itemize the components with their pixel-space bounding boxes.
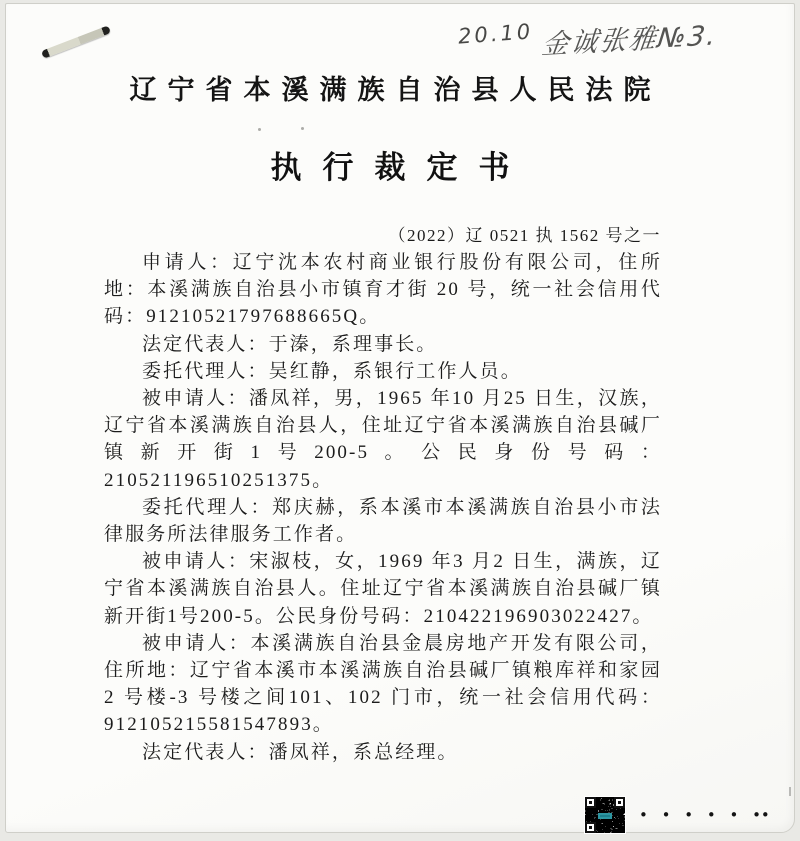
paragraph-agent-1: 委托代理人：吴红静，系银行工作人员。	[142, 360, 522, 382]
paragraph-respondent-3: 被申请人：本溪满族自治县金晨房地产开发有限公司，住所地：辽宁省本溪市本溪满族自治县碱厂镇粮库祥和家园2 号楼-3 号楼之间101、102 门市，统一社会信用代码：912105215581547893。	[104, 632, 662, 736]
document-body	[104, 249, 662, 766]
handwritten-date: 20.10	[457, 19, 534, 49]
scan-speck	[789, 787, 791, 796]
paragraph-agent-2: 委托代理人：郑庆赫，系本溪市本溪满族自治县小市法律服务所法律服务工作者。	[104, 496, 662, 546]
footer-dots: • • • • • ••	[639, 806, 770, 824]
court-name-heading: 辽宁省本溪满族自治县人民法院	[129, 75, 662, 105]
qr-code-icon	[584, 796, 626, 834]
paragraph-respondent-1: 被申请人：潘凤祥，男，1965 年10 月25 日生，汉族，辽宁省本溪满族自治县人，住址辽宁省本溪满族自治县碱厂镇新开街1号200-5。公民身份号码：210521196510251375。	[104, 388, 662, 491]
paragraph-legal-rep-1: 法定代表人：于溱，系理事长。	[142, 333, 438, 355]
paragraph-legal-rep-2: 法定代表人：潘凤祥，系总经理。	[142, 741, 459, 763]
paragraph-applicant: 申请人：辽宁沈本农村商业银行股份有限公司，住所地：本溪满族自治县小市镇育才街 20 号，统一社会信用代码：91210521797688665Q。	[104, 252, 662, 328]
scan-speck	[301, 127, 304, 130]
paragraph-respondent-2: 被申请人：宋淑枝，女，1969 年3 月2 日生，满族，辽宁省本溪满族自治县人。住址辽宁省本溪满族自治县碱厂镇新开街1号200-5。公民身份号码：210422196903022427。	[104, 551, 662, 627]
case-number: （2022）辽 0521 执 1562 号之一	[388, 226, 661, 245]
scan-speck	[258, 128, 261, 131]
document-title: 执行裁定书	[270, 150, 531, 185]
handwritten-signature: 金诚张雅№3.	[539, 20, 720, 61]
